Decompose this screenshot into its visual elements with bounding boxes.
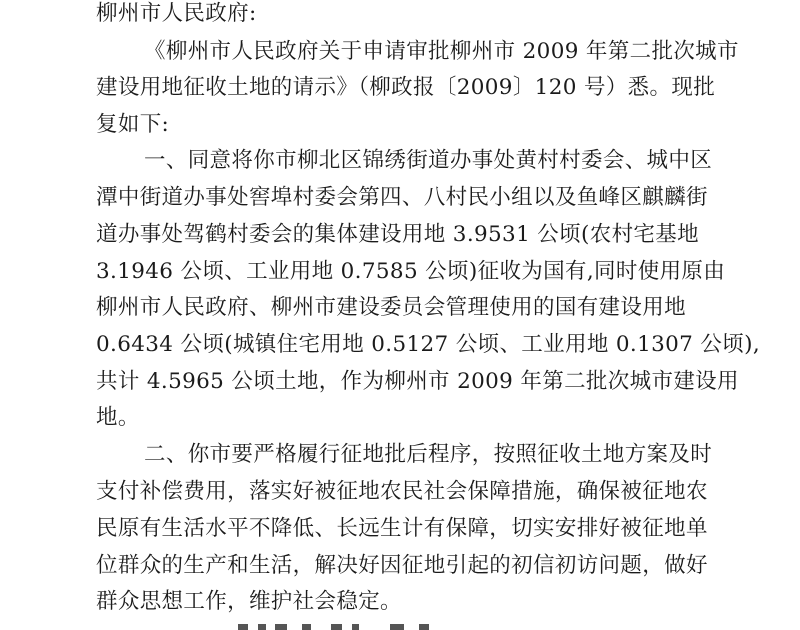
paragraph-line: 支付补偿费用，落实好被征地农民社会保障措施，确保被征地农	[96, 479, 708, 504]
paragraph-line: 一、同意将你市柳北区锦绣街道办事处黄村村委会、城中区	[144, 148, 713, 173]
paragraph-line: 民原有生活水平不降低、长远生计有保障，切实安排好被征地单	[96, 516, 708, 541]
paragraph-line: 《柳州市人民政府关于申请审批柳州市 2009 年第二批次城市	[144, 39, 739, 64]
paragraph-line: 共计 4.5965 公顷土地，作为柳州市 2009 年第二批次城市建设用	[96, 369, 739, 394]
scan-artifact	[390, 624, 404, 630]
paragraph-line: 建设用地征收土地的请示》（柳政报〔2009〕120 号）悉。现批	[96, 75, 716, 100]
scan-artifact	[419, 624, 429, 630]
paragraph-line: 0.6434 公顷(城镇住宅用地 0.5127 公顷、工业用地 0.1307 公顷),	[96, 332, 761, 357]
scan-artifact	[352, 624, 359, 630]
scan-artifact	[238, 624, 248, 630]
addressee-line: 柳州市人民政府:	[96, 1, 257, 26]
paragraph-line: 地。	[96, 405, 140, 430]
scan-artifact	[331, 624, 342, 630]
paragraph-line: 复如下:	[96, 112, 170, 137]
scan-artifact	[258, 624, 266, 630]
paragraph-line: 群众思想工作，维护社会稳定。	[96, 589, 402, 614]
scan-artifact	[302, 624, 311, 630]
paragraph-line: 二、你市要严格履行征地批后程序，按照征收土地方案及时	[144, 442, 713, 467]
scan-artifact	[275, 624, 287, 630]
paragraph-line: 柳州市人民政府、柳州市建设委员会管理使用的国有建设用地	[96, 295, 686, 320]
paragraph-line: 潭中街道办事处窖埠村委会第四、八村民小组以及鱼峰区麒麟街	[96, 185, 708, 210]
paragraph-line: 道办事处驾鹤村委会的集体建设用地 3.9531 公顷(农村宅基地	[96, 222, 699, 247]
paragraph-line: 3.1946 公顷、工业用地 0.7585 公顷)征收为国有,同时使用原由	[96, 259, 726, 284]
paragraph-line: 位群众的生产和生活，解决好因征地引起的初信初访问题，做好	[96, 553, 708, 578]
